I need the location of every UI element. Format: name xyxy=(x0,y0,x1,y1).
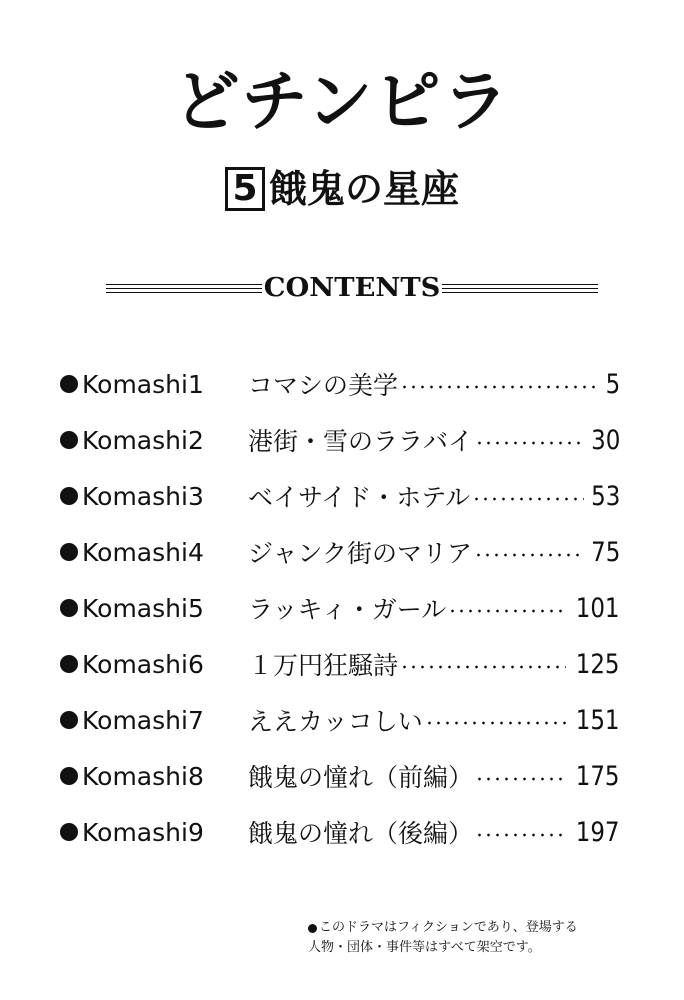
heading-rule-right xyxy=(442,284,598,293)
bullet-icon xyxy=(60,431,78,449)
episode-label: Komashi xyxy=(82,761,188,791)
table-of-contents xyxy=(60,356,620,860)
episode-label: Komashi xyxy=(82,593,188,623)
toc-entry-1[interactable] xyxy=(60,356,620,412)
episode-label: Komashi xyxy=(82,481,188,511)
dot-leader xyxy=(474,553,584,557)
page-number: 151 xyxy=(576,704,620,736)
fiction-disclaimer xyxy=(308,918,648,958)
toc-entry-6[interactable] xyxy=(60,636,620,692)
bullet-icon xyxy=(60,487,78,505)
episode-label: Komashi xyxy=(82,817,188,847)
episode-number: 1 xyxy=(188,369,204,399)
dot-leader xyxy=(475,777,566,781)
toc-entry-4[interactable] xyxy=(60,524,620,580)
page-number: 197 xyxy=(576,816,620,848)
episode-title: ベイサイド・ホテル xyxy=(248,483,471,512)
episode-label: Komashi xyxy=(82,425,188,455)
bullet-icon xyxy=(308,924,317,933)
episode-number: 2 xyxy=(188,425,204,455)
episode-title: 餓鬼の憧れ（後編） xyxy=(248,819,474,848)
dot-leader xyxy=(475,833,566,837)
episode-title: １万円狂騒詩 xyxy=(248,651,399,680)
page-number: 175 xyxy=(576,760,620,792)
episode-number: 4 xyxy=(188,537,204,567)
episode-label: Komashi xyxy=(82,537,188,567)
dot-leader xyxy=(400,385,601,389)
episode-number: 5 xyxy=(188,593,204,623)
toc-entry-5[interactable] xyxy=(60,580,620,636)
volume-subtitle xyxy=(0,164,684,214)
dot-leader xyxy=(425,721,567,725)
episode-title: 餓鬼の憧れ（前編） xyxy=(248,763,474,792)
toc-entry-8[interactable] xyxy=(60,748,620,804)
toc-entry-3[interactable] xyxy=(60,468,620,524)
bullet-icon xyxy=(60,599,78,617)
bullet-icon xyxy=(60,543,78,561)
toc-entry-9[interactable] xyxy=(60,804,620,860)
episode-title: ジャンク街のマリア xyxy=(248,539,473,568)
episode-title: ええカッコしい xyxy=(248,707,423,736)
page-number: 125 xyxy=(576,648,620,680)
bullet-icon xyxy=(60,375,78,393)
page-number: 5 xyxy=(605,368,620,400)
episode-title: 港街・雪のララバイ xyxy=(248,427,474,456)
page-number: 101 xyxy=(576,592,620,624)
bullet-icon xyxy=(60,767,78,785)
disclaimer-line-2: 人物・団体・事件等はすべて架空です。 xyxy=(308,940,541,955)
toc-entry-2[interactable] xyxy=(60,412,620,468)
page-number: 75 xyxy=(590,536,620,568)
episode-title: コマシの美学 xyxy=(248,371,399,400)
toc-entry-7[interactable] xyxy=(60,692,620,748)
page-number: 53 xyxy=(590,480,620,512)
episode-number: 3 xyxy=(188,481,204,511)
contents-label: CONTENTS xyxy=(263,273,441,303)
disclaimer-line-1: このドラマはフィクションであり、登場する xyxy=(319,920,578,935)
episode-label: Komashi xyxy=(82,649,188,679)
episode-number: 8 xyxy=(188,761,204,791)
episode-number: 9 xyxy=(188,817,204,847)
episode-label: Komashi xyxy=(82,369,188,399)
dot-leader xyxy=(472,497,584,501)
contents-heading xyxy=(106,270,598,306)
volume-subtitle-text: 餓鬼の星座 xyxy=(268,167,459,211)
page-number: 30 xyxy=(590,424,620,456)
dot-leader xyxy=(400,665,566,669)
episode-title: ラッキィ・ガール xyxy=(248,595,447,624)
bullet-icon xyxy=(60,823,78,841)
volume-number-box: 5 xyxy=(225,167,265,211)
episode-label: Komashi xyxy=(82,705,188,735)
dot-leader xyxy=(475,441,584,445)
book-title: どチンピラ xyxy=(173,63,511,140)
episode-number: 6 xyxy=(188,649,204,679)
dot-leader xyxy=(448,609,566,613)
bullet-icon xyxy=(60,655,78,673)
episode-number: 7 xyxy=(188,705,204,735)
bullet-icon xyxy=(60,711,78,729)
heading-rule-left xyxy=(106,284,262,293)
